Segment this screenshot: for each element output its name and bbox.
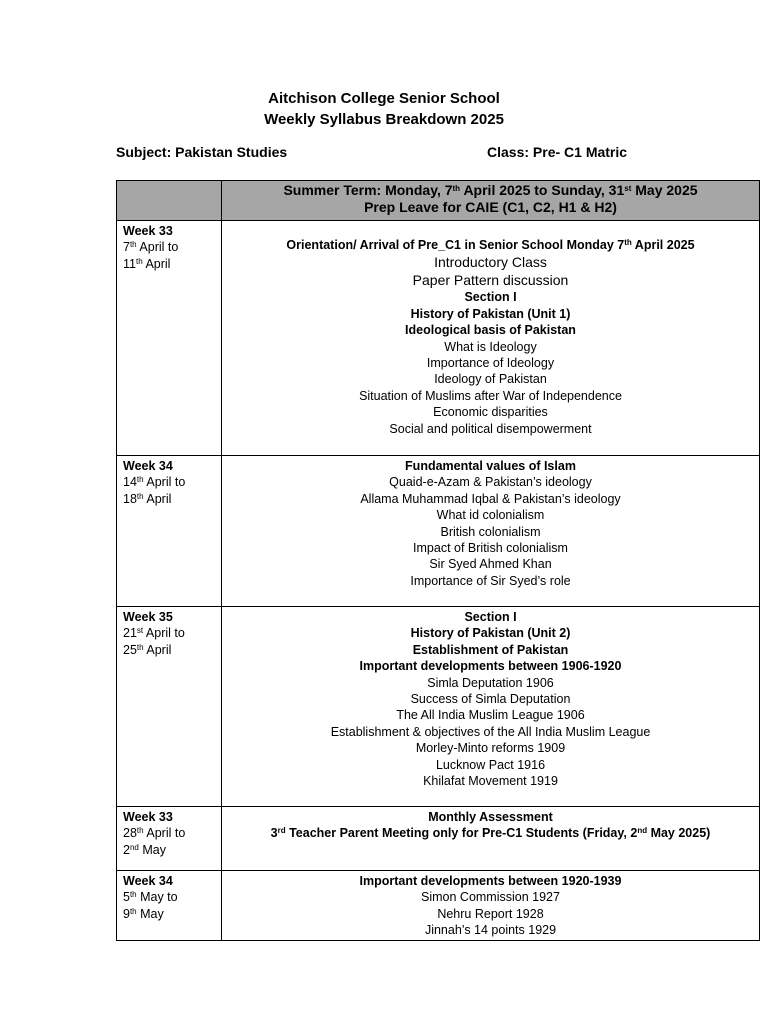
table-row — [117, 871, 760, 941]
list-item: Introductory Class — [434, 254, 547, 271]
week-label: Week 33 — [123, 224, 173, 238]
table-row — [117, 607, 760, 807]
list-item: Economic disparities — [433, 405, 548, 420]
content-cell — [222, 807, 760, 871]
list-item: Ideological basis of Pakistan — [405, 323, 576, 338]
term-header-row — [117, 181, 760, 221]
week-cell — [117, 456, 222, 607]
week-end: 11th April — [123, 256, 171, 271]
table-row — [117, 807, 760, 871]
week-label: Week 35 — [123, 610, 173, 624]
week-label: Week 34 — [123, 874, 173, 888]
week-start: 14th April to — [123, 475, 186, 490]
week-start: 28th April to — [123, 826, 186, 841]
list-item: Fundamental values of Islam — [405, 459, 576, 473]
list-item: Importance of Sir Syed’s role — [410, 573, 571, 588]
week-end: 18th April — [123, 491, 172, 506]
orientation-note: Orientation/ Arrival of Pre_C1 in Senior School Monday 7th April 2025 — [286, 238, 695, 252]
table-row — [117, 456, 760, 607]
header-blank-cell — [117, 181, 222, 221]
list-item: History of Pakistan (Unit 2) — [410, 626, 571, 641]
list-item: Section I — [464, 290, 517, 305]
list-item: Lucknow Pact 1916 — [435, 757, 546, 772]
content-cell — [222, 871, 760, 941]
list-item: Section I — [464, 610, 517, 624]
term-dates: Summer Term: Monday, 7th April 2025 to Sunday, 31st May 2025 — [283, 182, 698, 198]
content-cell — [222, 607, 760, 807]
list-item: Important developments between 1920-1939 — [359, 874, 622, 888]
list-item: The All India Muslim League 1906 — [396, 708, 585, 723]
list-item: Allama Muhammad Iqbal & Pakistan’s ideology — [360, 491, 621, 506]
list-item: Paper Pattern discussion — [412, 272, 569, 289]
list-item: Morley-Minto reforms 1909 — [415, 741, 566, 756]
week-cell — [117, 221, 222, 456]
list-item: Quaid-e-Azam & Pakistan’s ideology — [389, 475, 592, 490]
week-label: Week 34 — [123, 459, 173, 473]
list-item: Simon Commission 1927 — [421, 890, 560, 905]
week-end: 2nd May — [123, 842, 166, 857]
week-start: 7th April to — [123, 240, 179, 255]
prep-leave-note: Prep Leave for CAIE (C1, C2, H1 & H2) — [364, 199, 617, 215]
week-cell — [117, 807, 222, 871]
list-item: What is Ideology — [444, 339, 537, 354]
list-item: Ideology of Pakistan — [434, 372, 547, 387]
content-cell — [222, 221, 760, 456]
week-cell — [117, 607, 222, 807]
list-item: Important developments between 1906-1920 — [359, 659, 622, 674]
list-item: Situation of Muslims after War of Independence — [359, 388, 622, 403]
list-item: Sir Syed Ahmed Khan — [429, 557, 552, 572]
list-item: Nehru Report 1928 — [437, 906, 544, 921]
syllabus-table — [116, 180, 760, 941]
class-label: Class: Pre- C1 Matric — [487, 144, 628, 160]
list-item: Establishment & objectives of the All India Muslim League — [330, 724, 651, 739]
week-label: Week 33 — [123, 810, 173, 824]
content-cell — [222, 456, 760, 607]
meeting-note: 3rd Teacher Parent Meeting only for Pre-C1 Students (Friday, 2nd May 2025) — [270, 826, 711, 841]
list-item: Success of Simla Deputation — [410, 692, 571, 707]
list-item: Khilafat Movement 1919 — [423, 774, 558, 789]
week-start: 21st April to — [123, 626, 185, 641]
list-item: Establishment of Pakistan — [412, 642, 569, 657]
week-end: 9th May — [123, 906, 164, 921]
list-item: Jinnah’s 14 points 1929 — [424, 923, 557, 938]
school-name: Aitchison College Senior School — [268, 90, 500, 107]
week-cell — [117, 871, 222, 941]
term-header-cell — [222, 181, 760, 221]
list-item: Social and political disempowerment — [389, 421, 592, 436]
list-item: Simla Deputation 1906 — [427, 675, 554, 690]
list-item: British colonialism — [440, 524, 541, 539]
table-row — [117, 221, 760, 456]
list-item: Importance of Ideology — [426, 356, 555, 371]
list-item: Monthly Assessment — [428, 810, 553, 824]
list-item: History of Pakistan (Unit 1) — [410, 306, 571, 321]
subject-label: Subject: Pakistan Studies — [116, 144, 288, 160]
document-heading — [0, 88, 768, 130]
list-item: Impact of British colonialism — [413, 541, 568, 556]
list-item: What id colonialism — [436, 508, 545, 523]
week-start: 5th May to — [123, 890, 178, 905]
week-end: 25th April — [123, 642, 172, 657]
document-title: Weekly Syllabus Breakdown 2025 — [264, 111, 504, 128]
